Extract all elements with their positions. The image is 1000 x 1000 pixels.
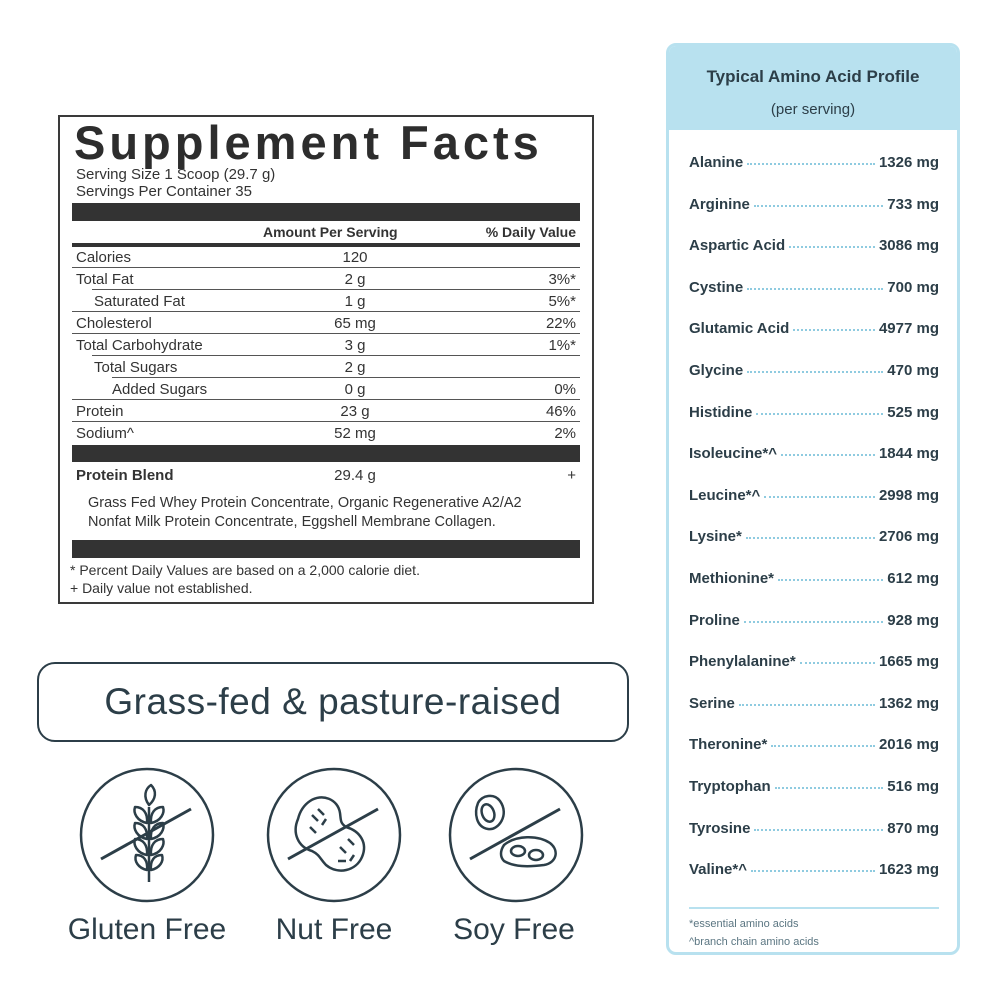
nutrient-name: Protein — [76, 403, 124, 420]
amino-subtitle: (per serving) — [770, 101, 856, 118]
amino-acid-row — [689, 196, 939, 220]
badge-label-gluten-free: Gluten Free — [67, 913, 227, 946]
nutrient-row — [72, 247, 580, 268]
amino-acid-name: Lysine* — [689, 528, 742, 546]
thick-divider-mid — [72, 445, 580, 462]
amino-acid-row — [689, 320, 939, 344]
amino-acid-name: Histidine — [689, 403, 753, 421]
amino-acid-row — [689, 445, 939, 469]
amino-acid-panel — [666, 43, 960, 955]
amino-acid-name: Alanine — [689, 154, 744, 171]
gluten-free-badge — [79, 767, 215, 903]
footnote-not-established: + Daily value not established. — [70, 580, 253, 596]
leader-dots — [747, 162, 875, 165]
leader-dots — [775, 786, 884, 789]
badge-label-soy-free: Soy Free — [453, 913, 575, 946]
amino-acid-row — [689, 404, 939, 428]
leader-dots — [747, 370, 883, 373]
nutrient-name: Saturated Fat — [94, 293, 185, 310]
amino-acid-name: Glycine — [689, 362, 744, 379]
thick-divider-bottom — [72, 540, 580, 558]
row-rule — [72, 421, 580, 422]
nutrient-dv: 3%* — [548, 271, 576, 288]
amino-acid-row — [689, 528, 939, 552]
thick-divider-top — [72, 203, 580, 221]
amino-acid-name: Tyrosine — [689, 819, 751, 837]
amino-acid-row — [689, 362, 939, 386]
amino-acid-value: 928 mg — [887, 611, 939, 629]
amino-acid-name: Arginine — [689, 195, 750, 213]
amino-acid-value: 1623 mg — [878, 861, 939, 879]
nutrient-amount: 120 — [342, 249, 368, 266]
badge-label-nut-free: Nut Free — [275, 913, 393, 946]
amino-acid-value: 525 mg — [887, 403, 939, 421]
leader-dots — [756, 412, 883, 415]
amino-acid-value: 700 mg — [887, 278, 939, 296]
servings-per-container: Servings Per Container 35 — [76, 183, 252, 200]
amino-acid-value: 1362 mg — [878, 694, 939, 712]
amino-acid-row — [689, 861, 939, 885]
nutrient-row — [72, 269, 580, 290]
amino-acid-value: 1844 mg — [878, 445, 939, 463]
nutrient-name: Sodium^ — [76, 425, 134, 442]
leader-dots — [747, 287, 883, 290]
amino-header — [669, 46, 957, 130]
nutrient-amount: 0 g — [344, 381, 366, 398]
blend-name: Protein Blend — [76, 467, 174, 484]
blend-dv: + — [567, 467, 576, 484]
amino-acid-value: 2998 mg — [878, 486, 939, 504]
grass-fed-banner — [37, 662, 629, 742]
nutrient-dv: 46% — [545, 403, 576, 420]
nutrient-name: Cholesterol — [76, 315, 152, 332]
footnote-daily-values: * Percent Daily Values are based on a 2,000 calorie diet. — [70, 562, 420, 578]
leader-dots — [764, 495, 875, 498]
amino-acid-name: Valine*^ — [689, 861, 747, 879]
nutrient-amount: 65 mg — [334, 315, 376, 332]
nutrient-amount: 2 g — [344, 359, 366, 376]
row-rule — [72, 333, 580, 334]
soy-free-badge — [448, 767, 584, 903]
nutrient-amount: 52 mg — [334, 425, 376, 442]
amino-acid-name: Tryptophan — [689, 778, 771, 795]
row-rule — [92, 289, 580, 290]
row-rule — [72, 311, 580, 312]
leader-dots — [751, 869, 875, 872]
nutrient-row — [72, 335, 580, 356]
amino-title: Typical Amino Acid Profile — [706, 67, 920, 86]
amino-acid-row — [689, 237, 939, 261]
nutrient-amount: 23 g — [340, 403, 370, 420]
amino-acid-row — [689, 736, 939, 760]
wheat-crossed-icon — [79, 767, 215, 903]
amino-acid-value: 1665 mg — [878, 653, 939, 671]
amino-acid-name: Aspartic Acid — [689, 237, 786, 255]
row-rule — [72, 267, 580, 268]
nutrient-name: Added Sugars — [112, 381, 208, 398]
peanut-crossed-icon — [266, 767, 402, 903]
amino-acid-value: 870 mg — [887, 819, 939, 837]
nutrient-dv: 1%* — [548, 337, 576, 354]
nutrient-row — [72, 313, 580, 334]
amino-acid-name: Theronine* — [689, 736, 768, 754]
amino-note-essential: *essential amino acids — [689, 918, 799, 930]
amino-acid-value: 3086 mg — [878, 237, 939, 255]
blend-description-line: Nonfat Milk Protein Concentrate, Eggshell Membrane Collagen. — [88, 514, 496, 530]
nutrient-row — [72, 423, 580, 444]
amino-acid-row — [689, 653, 939, 677]
leader-dots — [778, 578, 883, 581]
protein-blend-row — [72, 463, 580, 485]
nutrient-row — [72, 291, 580, 312]
nutrient-amount: 2 g — [344, 271, 366, 288]
leader-dots — [746, 536, 875, 539]
soybean-crossed-icon — [448, 767, 584, 903]
col-head-amount: Amount Per Serving — [263, 224, 398, 240]
leader-dots — [771, 744, 875, 747]
nutrient-name: Total Fat — [76, 271, 134, 288]
serving-size: Serving Size 1 Scoop (29.7 g) — [76, 166, 276, 183]
amino-acid-value: 733 mg — [887, 195, 939, 213]
amino-acid-row — [689, 487, 939, 511]
leader-dots — [800, 661, 875, 664]
amino-acid-name: Proline — [689, 611, 740, 629]
amino-acid-row — [689, 570, 939, 594]
nut-free-badge — [266, 767, 402, 903]
nutrient-name: Total Carbohydrate — [76, 337, 203, 354]
row-rule — [92, 355, 580, 356]
amino-acid-name: Glutamic Acid — [689, 320, 790, 338]
amino-acid-name: Cystine — [689, 278, 744, 296]
nutrient-dv: 0% — [554, 381, 576, 398]
leader-dots — [781, 453, 875, 456]
amino-acid-value: 516 mg — [887, 778, 939, 795]
amino-acid-value: 2706 mg — [878, 528, 939, 546]
row-rule — [112, 377, 580, 378]
amino-acid-value: 470 mg — [887, 362, 939, 379]
leader-dots — [739, 703, 875, 706]
nutrient-name: Calories — [76, 249, 132, 266]
leader-dots — [789, 245, 875, 248]
amino-acid-row — [689, 612, 939, 636]
amino-acid-name: Methionine* — [689, 570, 774, 587]
nutrient-row — [72, 401, 580, 422]
facts-title: Supplement Facts — [74, 116, 543, 169]
nutrient-dv: 22% — [545, 315, 576, 332]
amino-acid-row — [689, 820, 939, 844]
amino-footer-rule — [689, 907, 939, 909]
nutrient-row — [72, 357, 580, 378]
amino-acid-name: Leucine*^ — [689, 486, 761, 504]
amino-acid-name: Isoleucine*^ — [689, 445, 777, 463]
amino-note-branch-chain: ^branch chain amino acids — [689, 936, 819, 948]
row-rule — [72, 399, 580, 400]
amino-acid-row — [689, 279, 939, 303]
amino-acid-name: Phenylalanine* — [689, 653, 796, 671]
banner-text: Grass-fed & pasture-raised — [104, 681, 562, 722]
col-head-daily-value: % Daily Value — [485, 224, 576, 240]
amino-acid-row — [689, 154, 939, 178]
nutrient-amount: 3 g — [344, 337, 366, 354]
nutrient-dv: 5%* — [548, 293, 576, 310]
amino-acid-value: 1326 mg — [878, 154, 939, 171]
nutrient-row — [72, 379, 580, 400]
serving-info — [76, 166, 275, 200]
nutrient-dv: 2% — [554, 425, 576, 442]
blend-amount: 29.4 g — [334, 467, 376, 484]
amino-acid-value: 2016 mg — [878, 736, 939, 754]
blend-description-line: Grass Fed Whey Protein Concentrate, Organic Regenerative A2/A2 — [88, 495, 522, 511]
amino-acid-name: Serine — [689, 694, 735, 712]
nutrient-name: Total Sugars — [94, 359, 178, 376]
amino-acid-value: 4977 mg — [878, 320, 939, 338]
amino-acid-row — [689, 695, 939, 719]
leader-dots — [754, 828, 883, 831]
amino-acid-value: 612 mg — [887, 570, 939, 587]
leader-dots — [744, 620, 883, 623]
leader-dots — [793, 328, 875, 331]
supplement-facts-panel — [58, 115, 594, 604]
nutrient-amount: 1 g — [344, 293, 366, 310]
leader-dots — [754, 204, 883, 207]
amino-acid-row — [689, 778, 939, 802]
blend-description — [88, 494, 578, 532]
